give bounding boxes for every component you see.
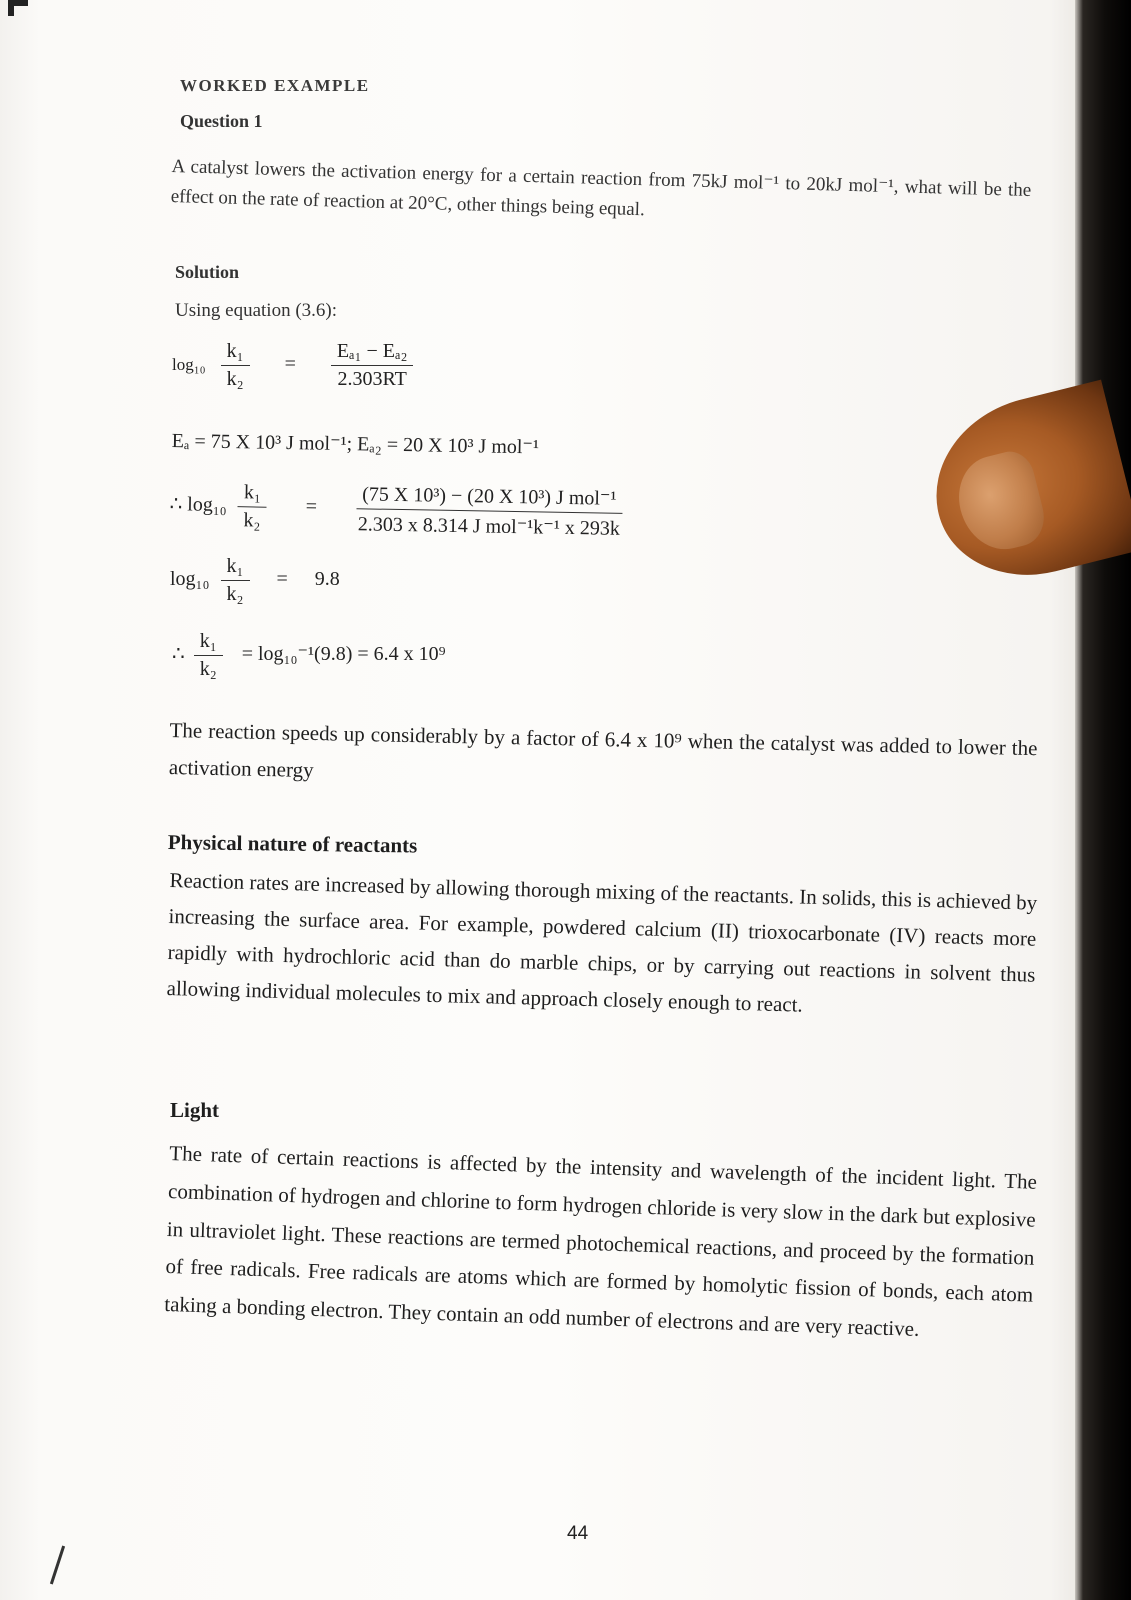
eq4-lhs-num: k₁ <box>221 555 250 581</box>
eq5-lhs-num: k₁ <box>194 630 223 656</box>
physical-nature-heading: Physical nature of reactants <box>167 830 418 858</box>
question-text: A catalyst lowers the activation energy for a certain reaction from 75kJ mol⁻¹ to 20kJ mol⁻¹, what will be the effect on the rate of reaction at 20°C, other things being equal. <box>170 155 1032 221</box>
eq3-lhs-num: k₁ <box>238 481 267 508</box>
eq1-lhs-fraction <box>221 340 250 391</box>
using-equation-text: Using equation (3.6): <box>175 300 338 321</box>
corner-mark-horizontal <box>8 0 28 6</box>
worked-example-heading: WORKED EXAMPLE <box>180 76 370 95</box>
eq1-rhs-num: Eₐ₁ − Eₐ₂ <box>331 340 414 366</box>
light-heading: Light <box>170 1098 220 1122</box>
eq5-lhs-den: k₂ <box>199 658 217 680</box>
solution-label: Solution <box>175 262 240 282</box>
equation-3 <box>169 478 623 541</box>
equation-5 <box>172 630 446 681</box>
eq4-lhs-den: k₂ <box>226 583 244 605</box>
equation-2: Eₐ = 75 X 10³ J mol⁻¹; Eₐ₂ = 20 X 10³ J mol⁻¹ <box>171 429 540 459</box>
equation-1 <box>172 340 413 391</box>
eq3-lhs-den: k₂ <box>243 509 261 532</box>
question-label: Question 1 <box>180 111 263 131</box>
eq1-lhs-den: k₂ <box>226 368 244 390</box>
eq3-lhs-fraction <box>237 481 267 532</box>
eq3-rhs-den: 2.303 x 8.314 J mol⁻¹k⁻¹ x 293k <box>357 513 620 540</box>
eq5-lhs: ∴ <box>172 643 185 666</box>
eq1-rhs-den: 2.303RT <box>337 368 407 390</box>
eq1-lhs-num: k₁ <box>221 340 250 366</box>
eq3-rhs-num: (75 X 10³) − (20 X 10³) J mol⁻¹ <box>356 481 623 514</box>
eq4-op: = <box>276 568 288 591</box>
eq3-rhs-fraction <box>356 481 623 541</box>
page-edge-shadow <box>1075 0 1131 1600</box>
eq3-op: = <box>305 495 318 518</box>
eq5-rhs: = log₁₀⁻¹(9.8) = 6.4 x 10⁹ <box>241 643 446 666</box>
eq1-rhs-fraction <box>331 340 414 391</box>
eq3-lhs: ∴ log₁₀ <box>169 493 227 517</box>
conclusion-text: The reaction speeds up considerably by a factor of 6.4 x 10⁹ when the catalyst was added to lower the activation energy <box>168 717 1038 782</box>
eq4-lhs-fraction <box>221 555 250 606</box>
eq1-lhs: log₁₀ <box>172 355 206 375</box>
eq4-lhs: log₁₀ <box>170 568 210 591</box>
eq1-op: = <box>284 353 296 376</box>
light-body: The rate of certain reactions is affected by the intensity and wavelength of the incident light. The combination of hydrogen and chlorine to form hydrogen chloride is very slow in the dark but explosive in ultraviolet light. These reactions are termed photochemical reactions, and proceed by the formation of free radicals. Free radicals are atoms which are formed by homolytic fission of bonds, each atom taking a bonding electron. They contain an odd number of electrons and are very reactive. <box>163 1140 1038 1342</box>
eq5-lhs-fraction <box>194 630 223 681</box>
physical-nature-body: Reaction rates are increased by allowing thorough mixing of the reactants. In solids, this is achieved by increasing the surface area. For example, powdered calcium (II) trioxocarbonate (IV) reacts more rapidly with hydrochloric acid than do marble chips, or by carrying out reactions in solvent thus allowing individual molecules to mix and approach closely enough to react. <box>166 867 1038 1017</box>
eq4-rhs: 9.8 <box>314 568 340 591</box>
page-number: 44 <box>567 1523 589 1544</box>
equation-4 <box>170 555 340 606</box>
